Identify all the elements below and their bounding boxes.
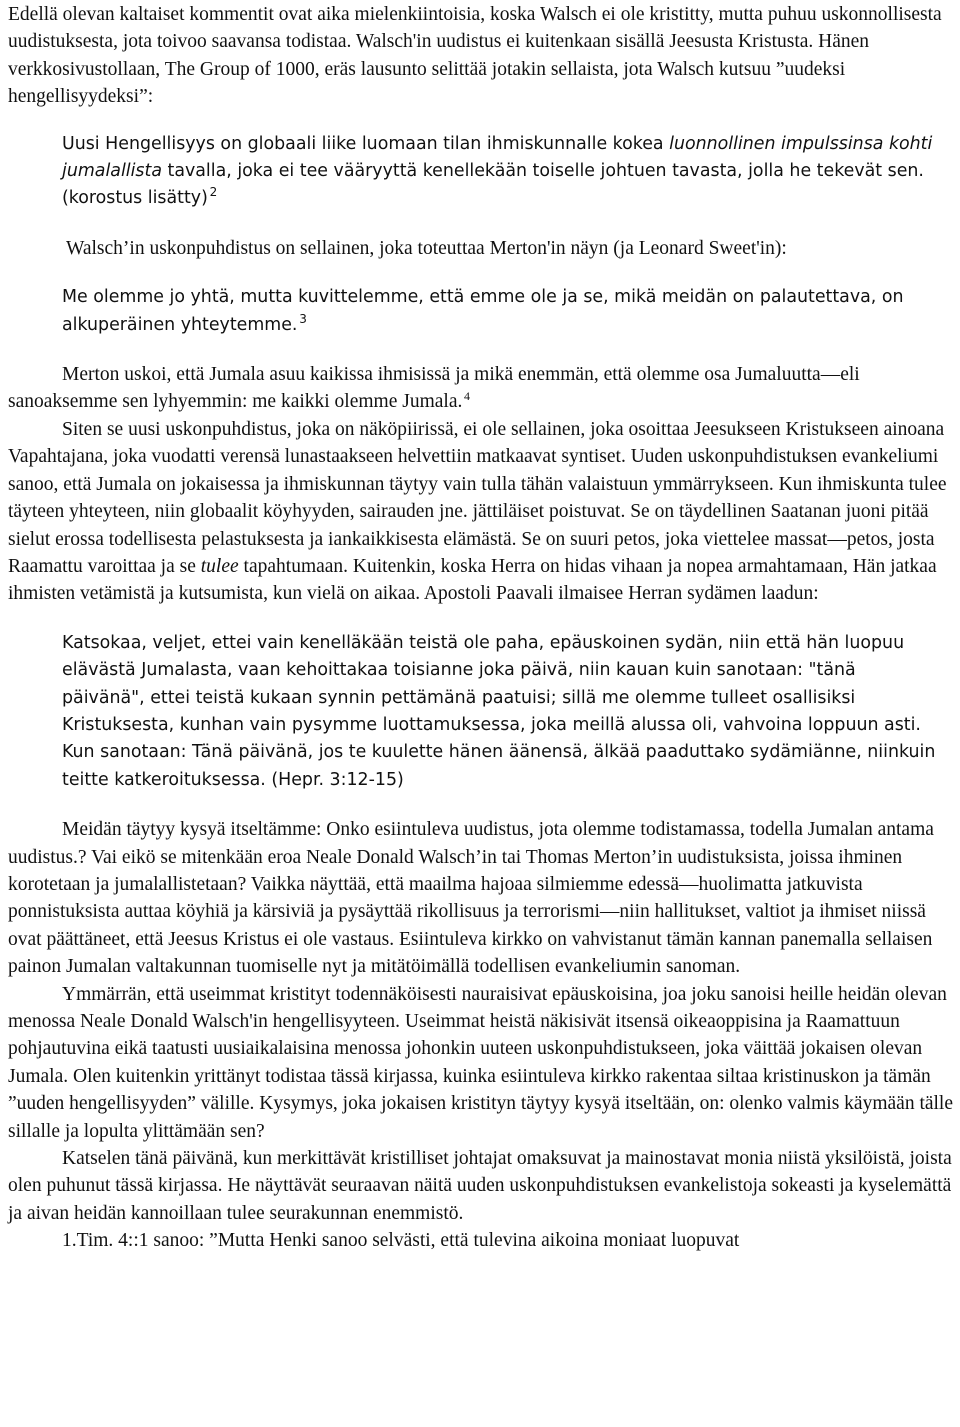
paragraph-ask-ourselves-text: Meidän täytyy kysyä itseltämme: Onko esiintuleva uudistus, jota olemme todistamassa, todella Jumalan antama uudistus.? Vai eikö se mitenkään eroa Neale Donald Walsch’in tai Thomas Merton’in uudistuksista, joissa ihminen korotetaan ja jumalallistetaan? Vaikka näyttää, että maailma hajoaa silmiemme edessä—huolimatta jatkuvista ponnistuksista auttaa köyhiä ja kärsiviä ja pysäyttää rikollisuus ja terrorismi—niin hallitukset, valtiot ja ihmiset niissä ovat päättäneet, että Jeesus Kristus ei ole vastaus. Esiintuleva kirkko on vahvistanut tämän kannan panemalla sellaisen painon Jumalan valtakunnan tuomiselle nyt ja mitätöimällä todellisen evankeliumin sanoman. [8, 819, 934, 978]
quote-merton [62, 284, 940, 339]
paragraph-new-reformation-text-b: tapahtumaan. Kuitenkin, koska Herra on hidas vihaan ja nopea armahtamaan, Hän jatkaa ihmisten vetämistä ja kutsumista, kun vielä on aikaa. Apostoli Paavali ilmaisee Herran sydämen laadun: [8, 555, 937, 605]
paragraph-merton-vision [8, 235, 954, 262]
quote-new-spirituality-text-a: Uusi Hengellisyys on globaali liike luomaan tilan ihmiskunnalle kokea [62, 133, 670, 154]
paragraph-walsch-intro-text: Edellä olevan kaltaiset kommentit ovat aika mielenkiintoisia, koska Walsch ei ole kristitty, mutta puhuu uskonnollisesta uudistuksesta, jota toivoo saavansa todistaa. Walsch'in uudistus ei kuitenkaan sisällä Jeesusta Kristusta. Hänen verkkosivustollaan, The Group of 1000, eräs lausunto selittää jotakin sellaista, jota Walsch kutsuu ”uudeksi hengellisyydeksi”: [8, 4, 942, 108]
footnote-marker: 3 [299, 311, 307, 326]
paragraph-understand-text: Ymmärrän, että useimmat kristityt todennäköisesti nauraisivat epäuskoisina, joa joku sanoisi heille heidän olevan menossa Neale Donald Walsch'in hengellisyyteen. Useimmat heistä näkisivät itsensä oikeaoppisina ja Raamattuun pohjautuvina eikä taatusti uusiaikalaisina menossa johonkin uuteen uskonpuhdistukseen, joka väittää jokaisen olevan Jumala. Olen kuitenkin yrittänyt todistaa tässä kirjassa, kuinka esiintuleva kirkko rakentaa siltaa kristinuskon ja tämän ”uuden hengellisyyden” välille. Kysymys, joka jokaisen kristityn täytyy kysyä itseltään, on: olenko valmis käymään tälle sillalle ja lopulta ylittämään sen? [8, 983, 954, 1142]
paragraph-ask-ourselves [8, 816, 954, 980]
paragraph-leaders-text: Katselen tänä päivänä, kun merkittävät kristilliset johtajat omaksuvat ja mainostavat monia niistä yksilöistä, joista olen puhunut tässä kirjassa. He näyttävät seuraavan näitä uuden uskonpuhdistuksen evankelistoja sokeasti ja kyselemättä ja aivan heidän kannoillaan tulee seurakunnan enemmistö. [8, 1148, 952, 1224]
paragraph-new-reformation-text-a: Siten se uusi uskonpuhdistus, joka on näköpiirissä, ei ole sellainen, joka osoittaa Jeesukseen Kristukseen ainoana Vapahtajana, joka vuodatti verensä lunastaakseen helvettiin matkaavat syntiset. Uuden uskonpuhdistuksen evankeliumi sanoo, että Jumala on jokaisessa ja ihmiskunnan täytyy vain tulla tähän valaistuun ymmärrykseen. Kun ihmiskunta tulee täyteen yhteyteen, niin globaalit köyhyyden, sairauden jne. jättiläiset poistuvat. Se on täydellinen Saatanan juoni pitää sielut erossa todellisesta pelastuksesta ja iankaikkisesta elämästä. Se on suuri petos, joka viettelee massat—petos, josta Raamattu varoittaa ja se [8, 418, 947, 577]
footnote-marker: 4 [464, 389, 470, 404]
quote-new-spirituality [62, 131, 940, 213]
paragraph-new-reformation [8, 416, 954, 608]
paragraph-leaders [8, 1145, 954, 1227]
paragraph-walsch-intro [8, 1, 954, 111]
paragraph-new-reformation-emphasis: tulee [200, 555, 239, 577]
document-page [8, 1, 954, 1255]
quote-new-spirituality-emphasis: luonnollinen impulssinsa kohti jumalallista [62, 133, 933, 182]
paragraph-timothy [62, 1227, 954, 1254]
quote-hebrews-text: Katsokaa, veljet, ettei vain kenelläkään teistä ole paha, epäuskoinen sydän, niin että hän luopuu elävästä Jumalasta, vaan kehoittakaa toisianne joka päivä, niin kauan kuin sanotaan: "tänä päivänä", ettei teistä kukaan synnin pettämänä paatuisi; sillä me olemme tulleet osallisiksi Kristuksesta, kunhan vain pysymme luottamuksessa, joka meillä alussa oli, vahvoina loppuun asti. Kun sanotaan: Tänä päivänä, jos te kuulette hänen äänensä, älkää paaduttako sydämiänne, niinkuin teitte katkeroituksessa. (Hepr. 3:12-15) [62, 632, 936, 790]
paragraph-timothy-text: 1.Tim. 4::1 sanoo: ”Mutta Henki sanoo selvästi, että tulevina aikoina moniaat luopuvat [62, 1230, 740, 1252]
quote-hebrews [62, 630, 940, 794]
paragraph-merton-vision-text: Walsch’in uskonpuhdistus on sellainen, joka toteuttaa Merton'in näyn (ja Leonard Sweet'in): [66, 237, 787, 259]
quote-merton-text: Me olemme jo yhtä, mutta kuvittelemme, että emme ole ja se, mikä meidän on palautettava, on alkuperäinen yhteytemme. [62, 287, 904, 335]
paragraph-understand [8, 981, 954, 1145]
footnote-marker: 2 [209, 185, 218, 200]
paragraph-merton-belief-text: Merton uskoi, että Jumala asuu kaikissa ihmisissä ja mikä enemmän, että olemme osa Jumaluutta—eli sanoaksemme sen lyhyemmin: me kaikki olemme Jumala. [8, 364, 860, 413]
quote-new-spirituality-text-b: tavalla, joka ei tee vääryyttä kenellekään toiselle johtuen tavasta, jolla he tekevät sen. (korostus lisätty) [62, 161, 924, 209]
paragraph-merton-belief [8, 361, 954, 416]
